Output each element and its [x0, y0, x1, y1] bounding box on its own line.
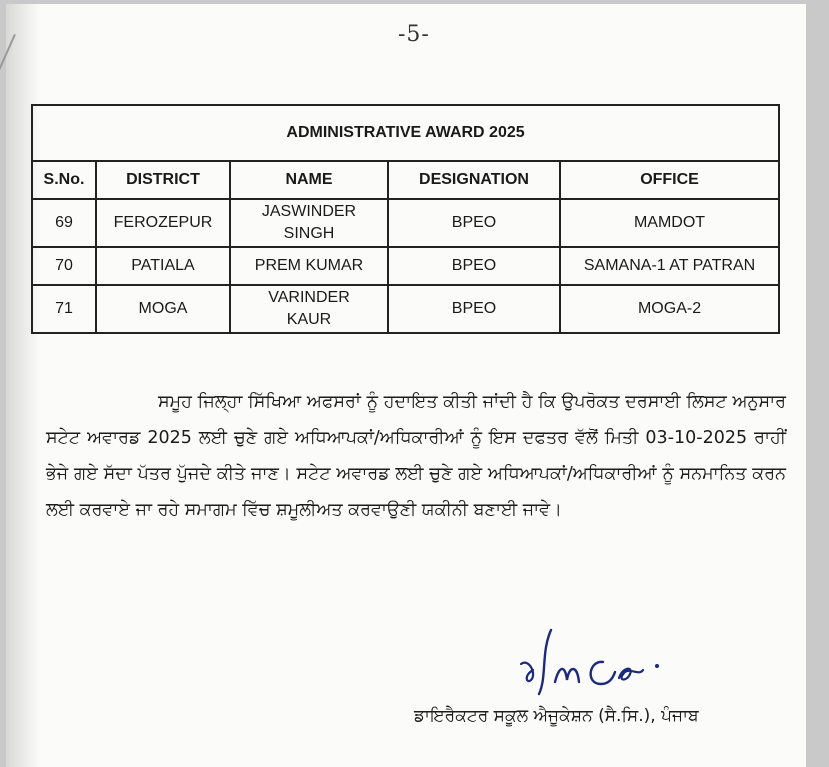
cell-designation: BPEO	[388, 285, 560, 333]
table-header-row	[32, 161, 779, 199]
table-row	[32, 285, 779, 333]
signatory-designation: ਡਾਇਰੈਕਟਰ ਸਕੂਲ ਐਜੂਕੇਸ਼ਨ (ਸੈ.ਸਿ.), ਪੰਜਾਬ	[414, 706, 699, 726]
cell-designation: BPEO	[388, 247, 560, 285]
cell-name: PREM KUMAR	[230, 247, 388, 285]
page-number: -5-	[398, 22, 430, 47]
header-district: DISTRICT	[96, 161, 230, 199]
cell-district: PATIALA	[96, 247, 230, 285]
instruction-paragraph: ਸਮੂਹ ਜਿਲ੍ਹਾ ਸਿੱਖਿਆ ਅਫਸਰਾਂ ਨੂੰ ਹਦਾਇਤ ਕੀਤੀ ਜਾਂਦੀ ਹੈ ਕਿ ਉਪਰੋਕਤ ਦਰਸਾਈ ਲਿਸਟ ਅਨੁਸਾਰ ਸਟੇਟ ਅਵਾਰਡ 2025 ਲਈ ਚੁਣੇ ਗਏ ਅਧਿਆਪਕਾਂ/ਅਧਿਕਾਰੀਆਂ ਨੂੰ ਇਸ ਦਫਤਰ ਵੱਲੋਂ ਮਿਤੀ 03-10-2025 ਰਾਹੀਂ ਭੇਜੇ ਗਏ ਸੱਦਾ ਪੱਤਰ ਪੁੱਜਦੇ ਕੀਤੇ ਜਾਣ। ਸਟੇਟ ਅਵਾਰਡ ਲਈ ਚੁਣੇ ਗਏ ਅਧਿਆਪਕਾਂ/ਅਧਿਕਾਰੀਆਂ ਨੂੰ ਸਨਮਾਨਿਤ ਕਰਨ ਲਈ ਕਰਵਾਏ ਜਾ ਰਹੇ ਸਮਾਗਮ ਵਿੱਚ ਸ਼ਮੂਲੀਅਤ ਕਰਵਾਉਣੀ ਯਕੀਨੀ ਬਣਾਈ ਜਾਵੇ।	[46, 392, 786, 520]
cell-sno: 70	[32, 247, 96, 285]
cell-designation: BPEO	[388, 199, 560, 247]
cell-office: SAMANA-1 AT PATRAN	[560, 247, 779, 285]
cell-sno: 69	[32, 199, 96, 247]
header-sno: S.No.	[32, 161, 96, 199]
cell-sno: 71	[32, 285, 96, 333]
name-line-1: VARINDER	[268, 289, 350, 306]
cell-district: FEROZEPUR	[96, 199, 230, 247]
header-name: NAME	[230, 161, 388, 199]
table-row	[32, 247, 779, 285]
document-page	[6, 4, 806, 767]
name-line-2: SINGH	[283, 225, 335, 242]
table-title: ADMINISTRATIVE AWARD 2025	[32, 105, 779, 161]
name-line-1: JASWINDER	[261, 203, 357, 220]
name-line-2: KAUR	[286, 311, 332, 328]
header-designation: DESIGNATION	[388, 161, 560, 199]
cell-office: MAMDOT	[560, 199, 779, 247]
cell-office: MOGA-2	[560, 285, 779, 333]
cell-district: MOGA	[96, 285, 230, 333]
cell-name	[230, 285, 388, 333]
handwritten-signature	[511, 622, 681, 702]
header-office: OFFICE	[560, 161, 779, 199]
table-row	[32, 199, 779, 247]
award-table	[31, 104, 780, 334]
cell-name	[230, 199, 388, 247]
